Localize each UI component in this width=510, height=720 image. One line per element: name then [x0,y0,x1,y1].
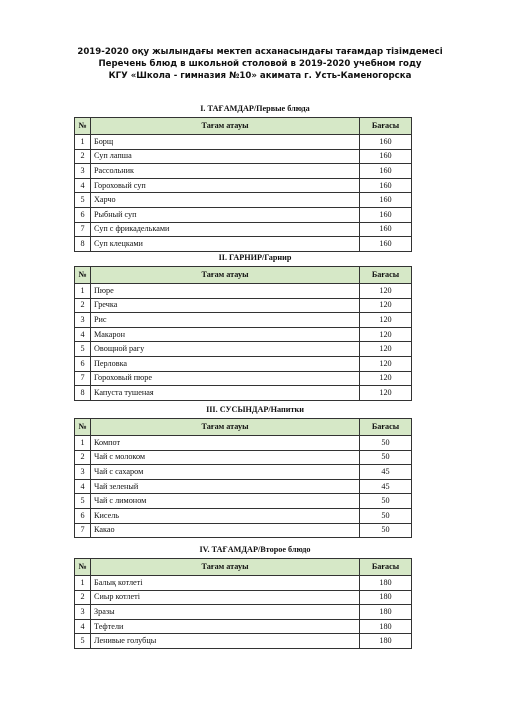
header-line-school: КГУ «Школа - гимназия №10» акимата г. Усть-Каменогорска [108,71,412,81]
dish-price: 120 [360,342,412,357]
dish-price: 160 [360,193,412,208]
dish-name: Ленивые голубцы [91,634,360,649]
row-number: 4 [75,619,91,634]
row-number: 3 [75,605,91,620]
dish-name: Пюре [91,284,360,299]
dish-price: 50 [360,494,412,509]
table-row [75,149,412,164]
dish-name: Макарон [91,327,360,342]
table-row [75,605,412,620]
dish-price: 45 [360,479,412,494]
header-line-russian: Перечень блюд в школьной столовой в 2019-2020 учебном году [98,59,422,69]
table-row [75,164,412,179]
dish-price: 160 [360,237,412,252]
table-row [75,356,412,371]
row-number: 1 [75,284,91,299]
dish-name: Какао [91,523,360,538]
row-number: 7 [75,222,91,237]
section-title: IV. ТАҒАМДАР/Второе блюдо [199,545,311,554]
table-row [75,222,412,237]
table-row [75,342,412,357]
dish-name: Тефтели [91,619,360,634]
dish-name: Балық котлеті [91,576,360,591]
table-row [75,298,412,313]
dish-price: 120 [360,386,412,401]
table-row [75,590,412,605]
dish-name: Кисель [91,508,360,523]
dish-name: Гороховый суп [91,178,360,193]
dish-price: 160 [360,135,412,150]
table-row [75,237,412,252]
menu-table-first-courses [74,117,412,252]
column-header-number: № [75,419,91,436]
column-header-number: № [75,559,91,576]
dish-price: 50 [360,450,412,465]
table-row [75,193,412,208]
column-header-price: Бағасы [360,118,412,135]
table-row [75,619,412,634]
dish-name: Рис [91,313,360,328]
column-header-price: Бағасы [360,419,412,436]
dish-name: Капуста тушеная [91,386,360,401]
row-number: 2 [75,450,91,465]
dish-price: 180 [360,605,412,620]
row-number: 6 [75,207,91,222]
row-number: 7 [75,523,91,538]
dish-price: 160 [360,207,412,222]
row-number: 4 [75,178,91,193]
row-number: 5 [75,494,91,509]
column-header-name: Тағам атауы [91,118,360,135]
dish-name: Овощной рагу [91,342,360,357]
row-number: 3 [75,164,91,179]
dish-price: 160 [360,149,412,164]
row-number: 1 [75,576,91,591]
dish-name: Чай с лимоном [91,494,360,509]
row-number: 3 [75,313,91,328]
dish-name: Суп клецками [91,237,360,252]
table-row [75,523,412,538]
dish-name: Перловка [91,356,360,371]
row-number: 8 [75,237,91,252]
dish-name: Сиыр котлеті [91,590,360,605]
row-number: 5 [75,342,91,357]
dish-name: Рыбный суп [91,207,360,222]
dish-price: 160 [360,222,412,237]
dish-price: 120 [360,356,412,371]
table-row [75,313,412,328]
menu-table-drinks [74,418,412,538]
table-row [75,465,412,480]
table-row [75,284,412,299]
row-number: 4 [75,479,91,494]
row-number: 5 [75,634,91,649]
dish-name: Чай зеленый [91,479,360,494]
table-row [75,508,412,523]
row-number: 1 [75,135,91,150]
dish-name: Гороховый пюре [91,371,360,386]
menu-table-side-dishes [74,266,412,401]
document-header [60,46,460,82]
column-header-name: Тағам атауы [91,267,360,284]
table-row [75,576,412,591]
column-header-name: Тағам атауы [91,559,360,576]
row-number: 1 [75,436,91,451]
dish-name: Зразы [91,605,360,620]
table-row [75,327,412,342]
dish-name: Суп с фрикадельками [91,222,360,237]
table-header-row [75,419,412,436]
dish-price: 160 [360,164,412,179]
row-number: 7 [75,371,91,386]
dish-price: 160 [360,178,412,193]
dish-name: Рассольник [91,164,360,179]
table-header-row [75,559,412,576]
table-row [75,371,412,386]
row-number: 6 [75,356,91,371]
row-number: 8 [75,386,91,401]
column-header-number: № [75,118,91,135]
dish-name: Компот [91,436,360,451]
table-row [75,436,412,451]
column-header-price: Бағасы [360,267,412,284]
table-row [75,450,412,465]
dish-name: Гречка [91,298,360,313]
dish-price: 120 [360,327,412,342]
menu-table-second-courses [74,558,412,649]
dish-name: Суп лапша [91,149,360,164]
dish-price: 120 [360,313,412,328]
dish-price: 120 [360,371,412,386]
dish-price: 45 [360,465,412,480]
header-line-kazakh: 2019-2020 оқу жылындағы мектеп асханасындағы тағамдар тізімдемесі [77,47,443,57]
row-number: 2 [75,298,91,313]
table-row [75,178,412,193]
dish-price: 180 [360,576,412,591]
dish-price: 120 [360,284,412,299]
table-row [75,494,412,509]
row-number: 6 [75,508,91,523]
dish-price: 120 [360,298,412,313]
dish-name: Чай с сахаром [91,465,360,480]
row-number: 5 [75,193,91,208]
table-header-row [75,118,412,135]
dish-name: Чай с молоком [91,450,360,465]
section-title: I. ТАҒАМДАР/Первые блюда [200,104,310,113]
dish-price: 50 [360,508,412,523]
dish-name: Харчо [91,193,360,208]
table-header-row [75,267,412,284]
column-header-number: № [75,267,91,284]
table-row [75,135,412,150]
dish-price: 50 [360,436,412,451]
row-number: 3 [75,465,91,480]
column-header-price: Бағасы [360,559,412,576]
section-title: II. ГАРНИР/Гарнир [218,253,292,262]
dish-price: 180 [360,619,412,634]
table-row [75,634,412,649]
table-row [75,386,412,401]
table-row [75,479,412,494]
row-number: 4 [75,327,91,342]
section-title: III. СУСЫНДАР/Напитки [206,405,304,414]
row-number: 2 [75,590,91,605]
dish-name: Борщ [91,135,360,150]
dish-price: 50 [360,523,412,538]
dish-price: 180 [360,634,412,649]
row-number: 2 [75,149,91,164]
table-row [75,207,412,222]
dish-price: 180 [360,590,412,605]
column-header-name: Тағам атауы [91,419,360,436]
